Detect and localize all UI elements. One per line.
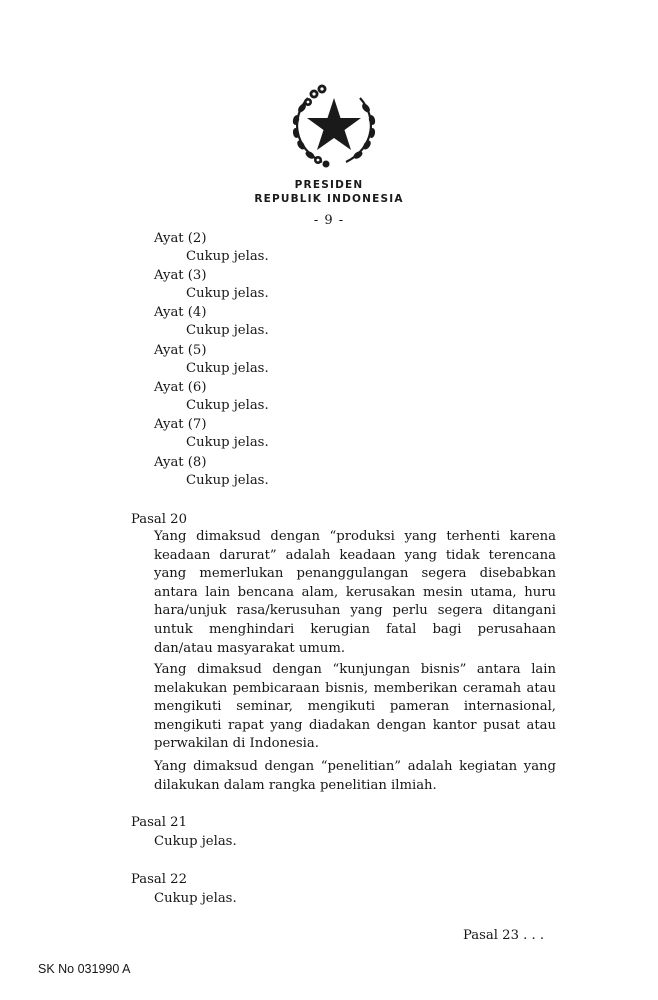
ayat-text: Cukup jelas. — [186, 398, 269, 413]
ayat-text: Cukup jelas. — [186, 323, 269, 338]
presidential-emblem — [288, 80, 380, 172]
pasal-22-text: Cukup jelas. — [154, 891, 237, 906]
pasal-20-paragraph-3: Yang dimaksud dengan “penelitian” adalah kegiatan yang dilakukan dalam rangka penelitian ilmiah. — [154, 759, 556, 793]
document-code: SK No 031990 A — [38, 962, 131, 976]
ayat-text: Cukup jelas. — [186, 473, 269, 488]
ayat-label: Ayat (7) — [154, 417, 207, 432]
header-title-presiden: PRESIDEN — [294, 179, 364, 191]
pasal-20-paragraph-2: Yang dimaksud dengan “kunjungan bisnis” antara lain melakukan pembicaraan bisnis, memberikan ceramah atau mengikuti seminar, mengikuti pameran internasional, mengikuti rapat yang diadakan dengan kantor pusat atau perwakilan di Indonesia. — [154, 662, 556, 752]
pasal-20-paragraph-1: Yang dimaksud dengan “produksi yang terhenti karena keadaan darurat” adalah keadaan yang tidak terencana yang memerlukan penanggulangan segera disebabkan antara lain bencana alam, kerusakan mesin utama, huru hara/unjuk rasa/kerusuhan yang perlu segera ditangani untuk menghindari kerugian fatal bagi perusahaan dan/atau masyarakat umum. — [154, 529, 556, 656]
ayat-label: Ayat (8) — [154, 455, 207, 470]
ayat-label: Ayat (6) — [154, 380, 207, 395]
ayat-text: Cukup jelas. — [186, 249, 269, 264]
ayat-label: Ayat (4) — [154, 305, 207, 320]
header-title-republik: REPUBLIK INDONESIA — [254, 193, 404, 205]
pasal-21-heading: Pasal 21 — [131, 815, 187, 830]
ayat-label: Ayat (2) — [154, 231, 207, 246]
pasal-21-text: Cukup jelas. — [154, 834, 237, 849]
ayat-label: Ayat (3) — [154, 268, 207, 283]
pasal-20-heading: Pasal 20 — [131, 512, 187, 527]
pasal-22-heading: Pasal 22 — [131, 872, 187, 887]
ayat-label: Ayat (5) — [154, 343, 207, 358]
next-page-catchword: Pasal 23 . . . — [463, 928, 545, 943]
ayat-text: Cukup jelas. — [186, 435, 269, 450]
ayat-text: Cukup jelas. — [186, 286, 269, 301]
page-number: - 9 - — [313, 213, 345, 228]
ayat-text: Cukup jelas. — [186, 361, 269, 376]
